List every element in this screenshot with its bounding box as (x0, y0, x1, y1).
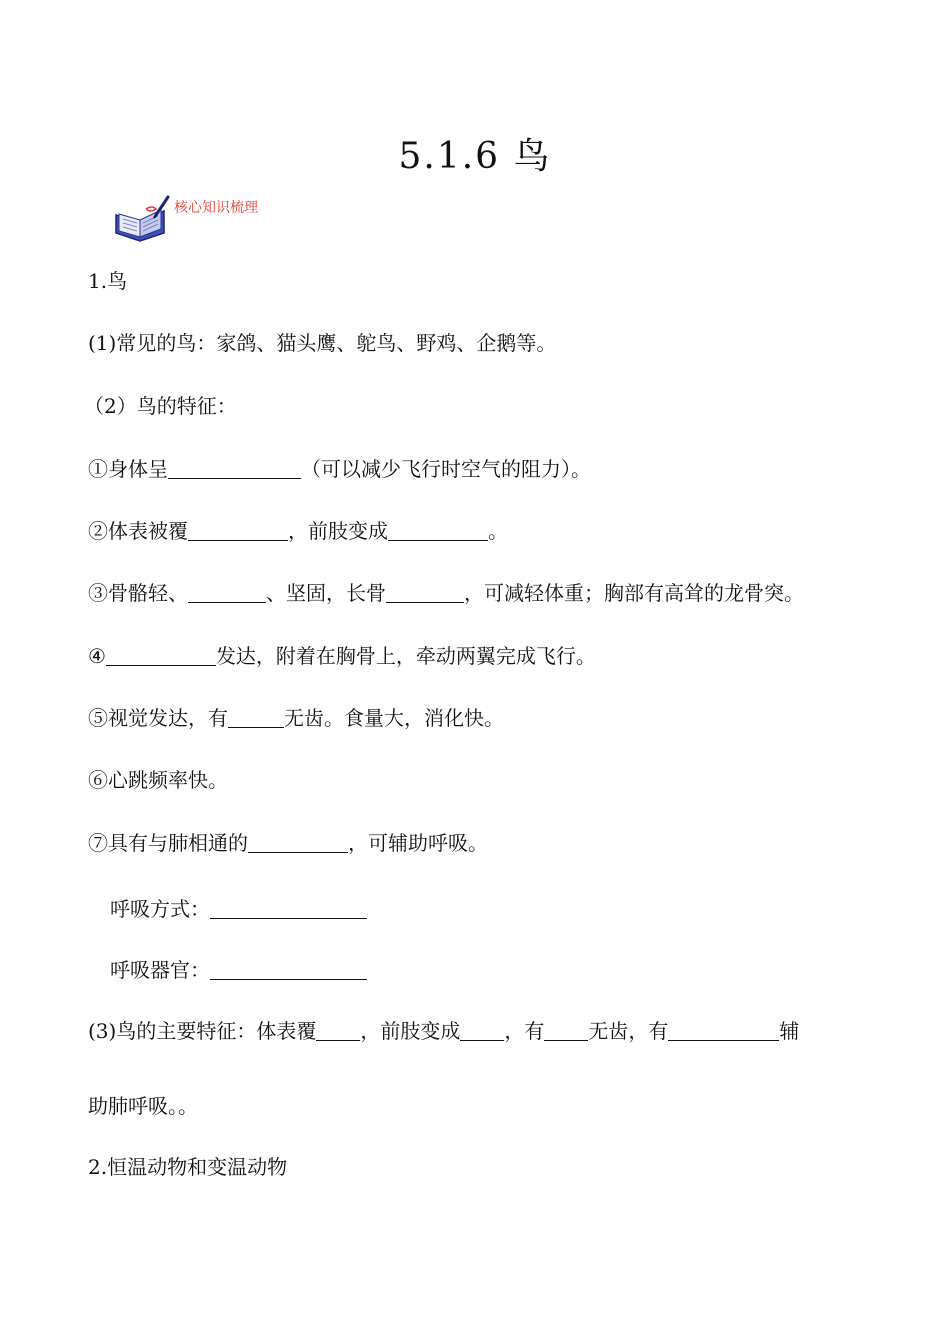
blank-body-covering[interactable] (188, 520, 288, 541)
heading-birds: 1.鸟 (88, 269, 128, 293)
feature-item-1: ①身体呈 （可以减少飞行时空气的阻力）。 (88, 457, 591, 481)
features-heading: （2）鸟的特征： (84, 394, 237, 418)
breathing-mode-line: 呼吸方式： (110, 895, 367, 923)
feature-item-4: ④ 发达，附着在胸骨上，牵动两翼完成飞行。 (88, 644, 596, 668)
breathing-organ-line: 呼吸器官： (110, 956, 367, 984)
blank-breathing-mode[interactable] (210, 898, 367, 919)
blank-main-air-sac[interactable] (668, 1020, 779, 1041)
blank-long-bone[interactable] (386, 582, 464, 603)
feature-item-3: ③骨骼轻、 、坚固，长骨 ，可减轻体重；胸部有高耸的龙骨突。 (88, 581, 804, 605)
feature-item-2: ②体表被覆 ，前肢变成 。 (88, 519, 508, 543)
blank-bone-property[interactable] (188, 582, 266, 603)
main-features-continuation: 助肺呼吸。。 (88, 1094, 198, 1118)
feature-item-7: ⑦具有与肺相通的 ，可辅助呼吸。 (88, 831, 488, 855)
badge-label: 核心知识梳理 (174, 200, 258, 216)
blank-body-shape[interactable] (168, 458, 301, 479)
blank-main-beak[interactable] (544, 1020, 588, 1041)
heading-warm-cold-blooded: 2.恒温动物和变温动物 (88, 1155, 288, 1179)
blank-main-covering[interactable] (316, 1020, 360, 1041)
blank-forelimb[interactable] (388, 520, 488, 541)
blank-beak[interactable] (228, 707, 284, 728)
open-book-icon (112, 193, 170, 243)
feature-item-5: ⑤视觉发达，有 无齿。食量大，消化快。 (88, 706, 504, 730)
feature-item-6: ⑥心跳频率快。 (88, 768, 228, 792)
page-title: 5.1.6 鸟 (398, 136, 552, 177)
blank-main-forelimb[interactable] (460, 1020, 504, 1041)
blank-muscle[interactable] (106, 645, 216, 666)
common-birds-line: (1)常见的鸟：家鸽、猫头鹰、鸵鸟、野鸡、企鹅等。 (88, 331, 557, 355)
main-features-line: (3)鸟的主要特征：体表覆 ，前肢变成 ，有 无齿，有 辅 (88, 1019, 800, 1043)
blank-breathing-organ[interactable] (210, 959, 367, 980)
blank-air-sac[interactable] (248, 832, 348, 853)
